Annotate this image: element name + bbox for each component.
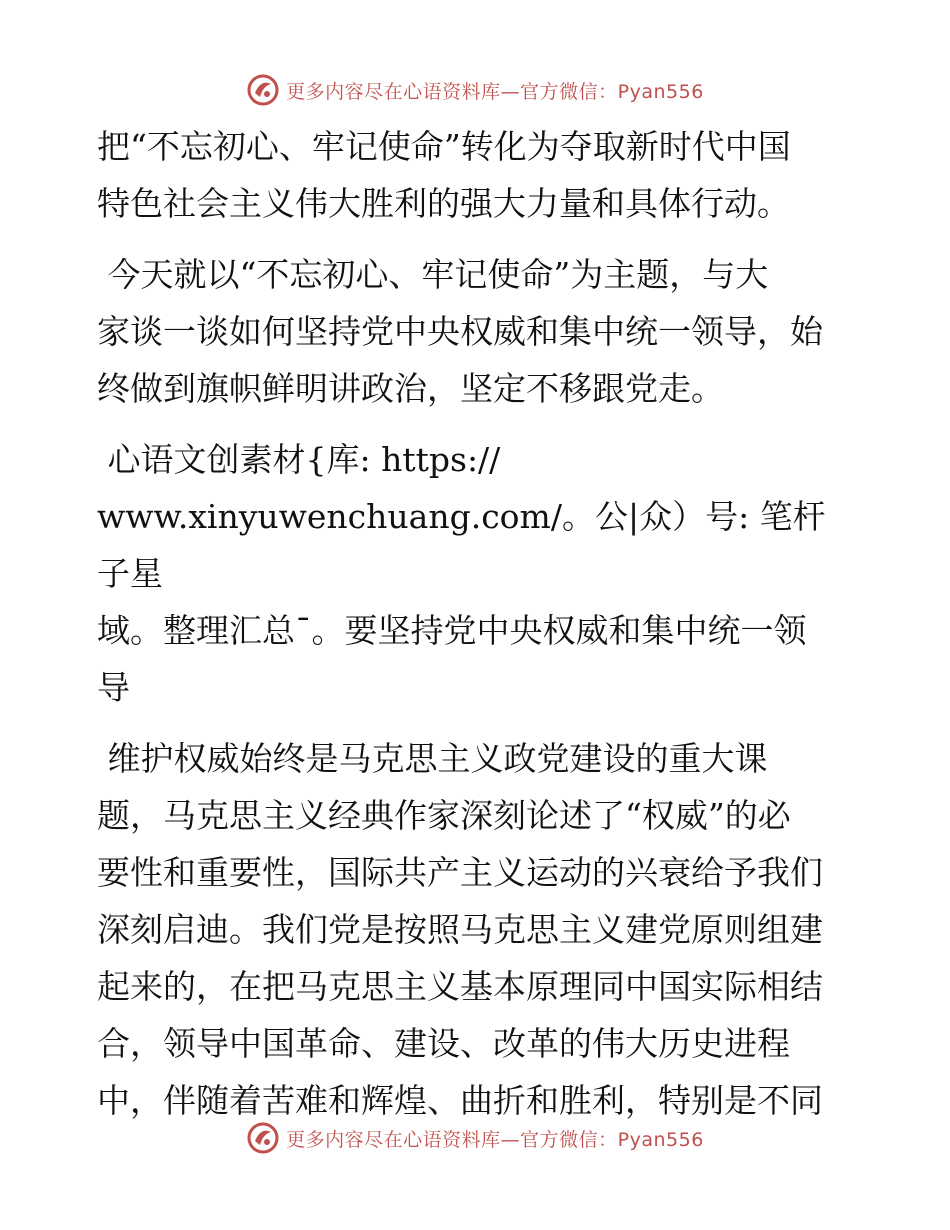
footer-banner (0, 1118, 950, 1158)
header-banner-inner (246, 73, 704, 107)
text-line: 家谈一谈如何坚持党中央权威和集中统一领导，始 (97, 312, 823, 351)
header-banner-text: 更多内容尽在心语资料库—官方微信：Pyan556 (286, 80, 704, 103)
text-line: 特色社会主义伟大胜利的强大力量和具体行动。 (97, 184, 790, 223)
paragraph-3 (97, 431, 857, 716)
red-swirl-logo-icon (246, 1121, 280, 1155)
text-line: www.xinyuwenchuang.com/。公|众）号: 笔杆子星 (97, 497, 826, 593)
header-banner (0, 70, 950, 110)
text-line: 合，领导中国革命、建设、改革的伟大历史进程 (97, 1024, 790, 1063)
paragraph-1 (97, 118, 857, 232)
text-line: 把“不忘初心、牢记使命”转化为夺取新时代中国 (97, 127, 791, 166)
paragraph-4 (97, 730, 857, 1129)
text-line: 深刻启迪。我们党是按照马克思主义建党原则组建 (97, 910, 823, 949)
text-line: 心语文创素材{库: https:// (97, 440, 501, 479)
document-body (97, 118, 857, 1129)
text-line: 终做到旗帜鲜明讲政治，坚定不移跟党走。 (97, 369, 724, 408)
text-line: 要性和重要性，国际共产主义运动的兴衰给予我们 (97, 853, 823, 892)
paragraph-2 (97, 246, 857, 417)
text-line: 中，伴随着苦难和辉煌、曲折和胜利，特别是不同 (97, 1081, 823, 1120)
footer-banner-inner (246, 1121, 704, 1155)
text-line: 题，马克思主义经典作家深刻论述了“权威”的必 (97, 796, 791, 835)
text-line: 今天就以“不忘初心、牢记使命”为主题，与大 (97, 255, 769, 294)
text-line: 导 (97, 668, 130, 707)
text-line: 域。整理汇总¯。要坚持党中央权威和集中统一领 (97, 611, 807, 650)
text-line: 起来的，在把马克思主义基本原理同中国实际相结 (97, 967, 823, 1006)
text-line: 维护权威始终是马克思主义政党建设的重大课 (97, 739, 768, 778)
footer-banner-text: 更多内容尽在心语资料库—官方微信：Pyan556 (286, 1128, 704, 1151)
red-swirl-logo-icon (246, 73, 280, 107)
